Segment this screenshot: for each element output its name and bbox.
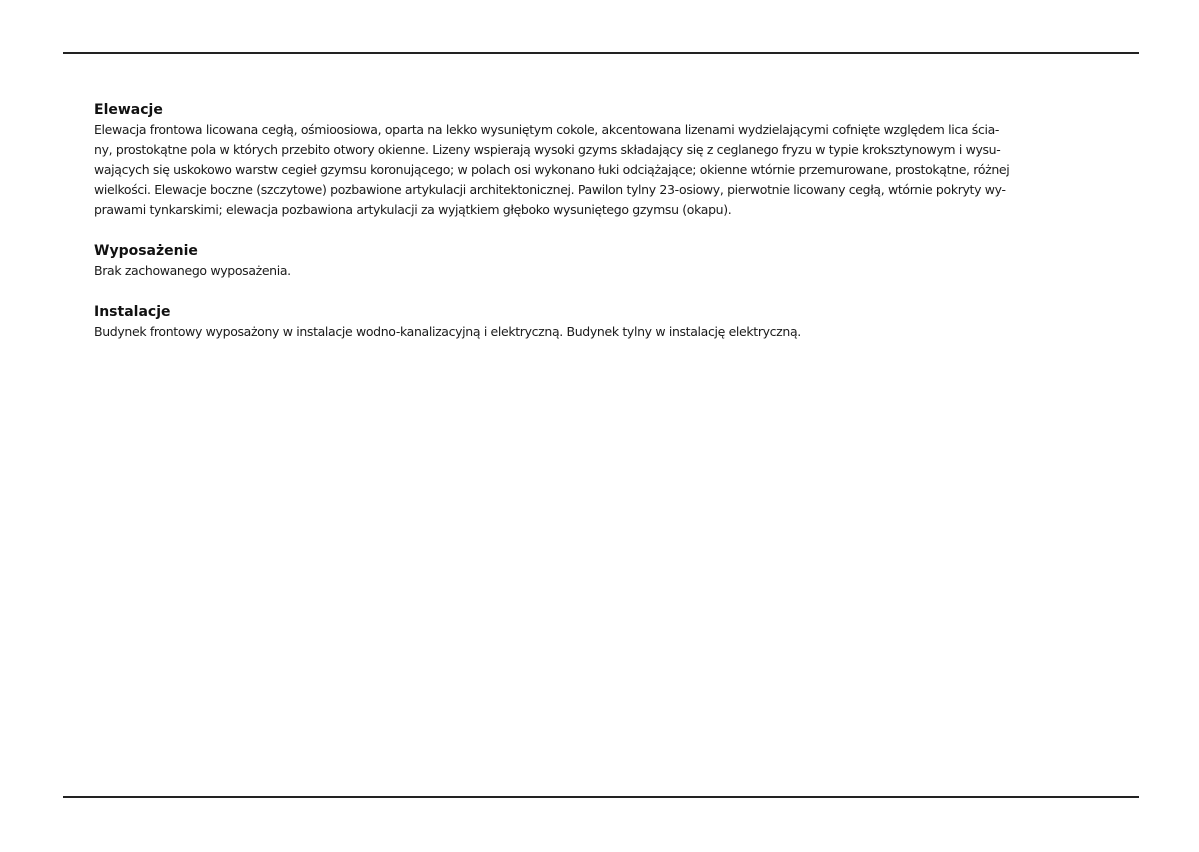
- section-paragraph: [94, 322, 1124, 342]
- section-instalacje: [94, 302, 1124, 342]
- section-heading: Wyposażenie: [94, 243, 198, 259]
- paragraph-line: Budynek frontowy wyposażony w instalacje wodno-kanalizacyjną i elektryczną. Budynek tylny w instalację elektryczną.: [94, 324, 801, 339]
- section-heading: Elewacje: [94, 102, 163, 118]
- paragraph-line: prawami tynkarskimi; elewacja pozbawiona artykulacji za wyjątkiem głęboko wysuniętego gzymsu (okapu).: [94, 202, 732, 217]
- section-elewacje: [94, 100, 1124, 220]
- section-paragraph: [94, 261, 1124, 281]
- section-paragraph: [94, 120, 1124, 220]
- paragraph-line: wielkości. Elewacje boczne (szczytowe) pozbawione artykulacji architektonicznej. Pawilon tylny 23-osiowy, pierwotnie licowany cegłą, wtórnie pokryty wy-: [94, 182, 1006, 197]
- paragraph-line: ny, prostokątne pola w których przebito otwory okienne. Lizeny wspierają wysoki gzyms składający się z ceglanego fryzu w typie kroksztynowym i wysu-: [94, 142, 1001, 157]
- top-rule: [63, 52, 1139, 54]
- paragraph-line: Brak zachowanego wyposażenia.: [94, 263, 291, 278]
- document-body: [94, 100, 1124, 363]
- bottom-rule: [63, 796, 1139, 798]
- paragraph-line: wających się uskokowo warstw cegieł gzymsu koronującego; w polach osi wykonano łuki odciążające; okienne wtórnie przemurowane, prostokątne, różnej: [94, 162, 1010, 177]
- section-wyposazenie: [94, 241, 1124, 281]
- section-heading: Instalacje: [94, 304, 171, 320]
- paragraph-line: Elewacja frontowa licowana cegłą, ośmioosiowa, oparta na lekko wysuniętym cokole, akcentowana lizenami wydzielającymi cofnięte względem lica ścia-: [94, 122, 1000, 137]
